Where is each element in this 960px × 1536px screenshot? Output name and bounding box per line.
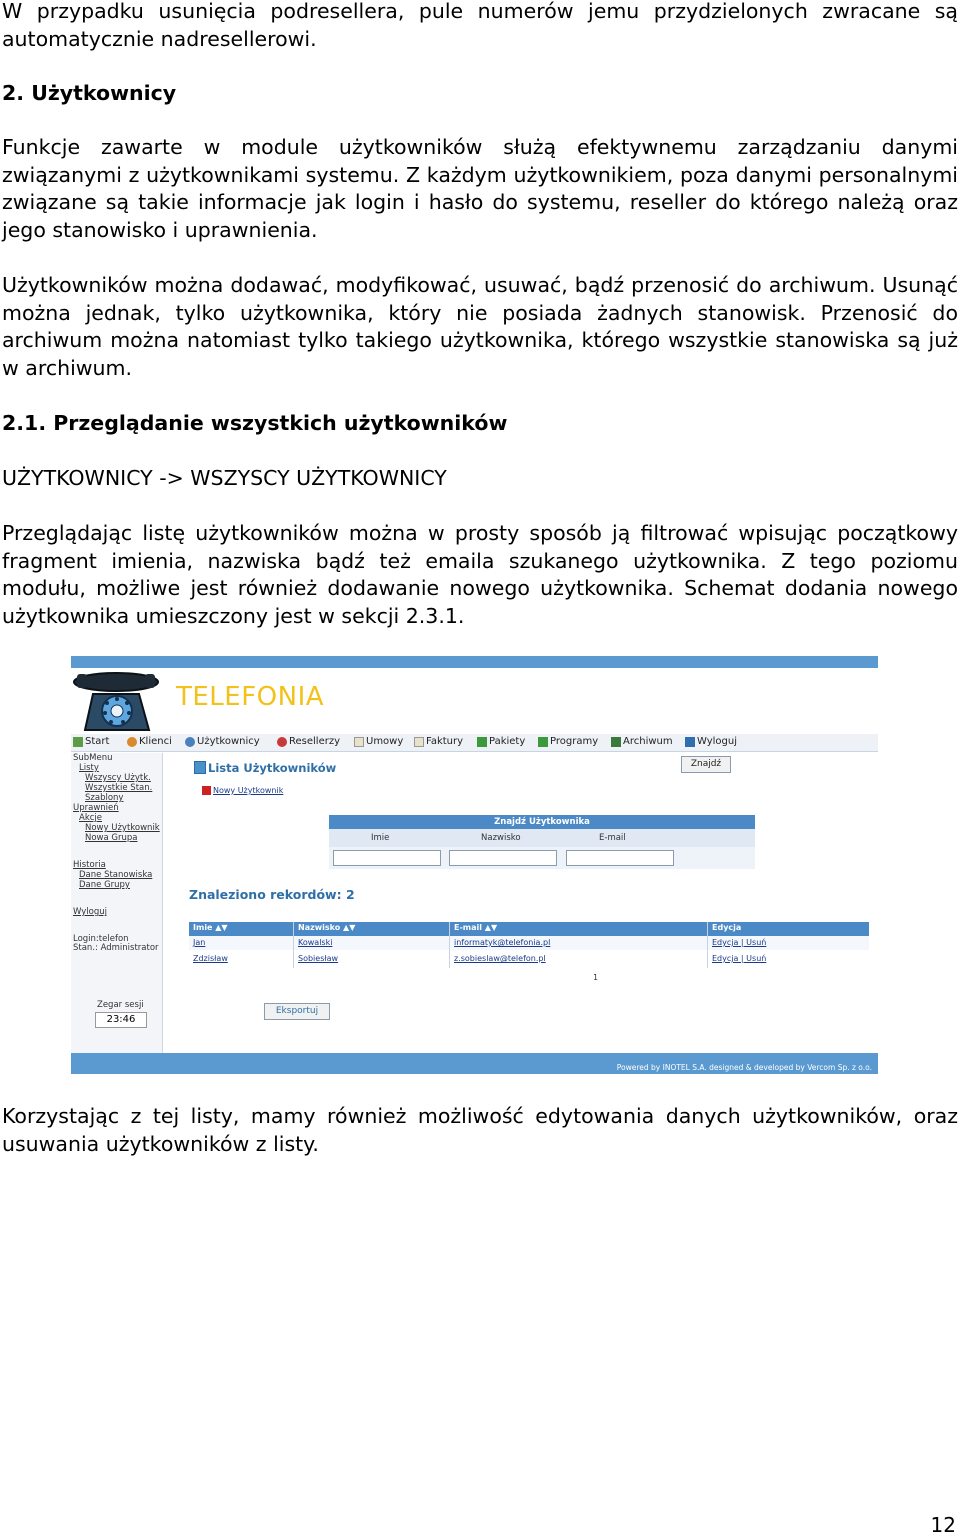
table-header [189,922,869,936]
sidebar-item-uprawnien[interactable]: Uprawnień [73,803,119,813]
app-nav-bar [71,734,878,752]
section-2-paragraph-1: Funkcje zawarte w module użytkowników służą efektywnemu zarządzaniu danymi związanymi z użytkownikami systemu. Z każdym użytkownikiem, poza danymi personalnymi związane są takie informacje jak login i hasło do systemu, reseller do którego należą oraz jego stanowisko i uprawnienia. [2,135,958,242]
list-icon [194,761,206,774]
list-title: Lista Użytkowników [208,761,337,775]
nav-programy-label: Programy [550,736,599,747]
cell-email[interactable]: z.sobieslaw@telefon.pl [454,954,546,963]
footer-credits: Powered by INOTEL S.A. designed & developed by Vercom Sp. z o.o. [616,1063,872,1072]
app-footer [71,1053,878,1074]
section-2-paragraph-2: Użytkowników można dodawać, modyfikować, usuwać, bądź przenosić do archiwum. Usunąć można jednak, tylko użytkownika, który nie posiada żadnych stanowisk. Przenosić do archiwum można natomiast tylko takiego użytkownika, którego wszystkie stanowiska są już w archiwum. [2,273,958,380]
search-imie-input[interactable] [333,850,441,866]
search-label-imie: Imie [371,833,390,843]
search-label-nazwisko: Nazwisko [481,833,521,843]
new-user-link[interactable]: Nowy Użytkownik [213,786,284,795]
nav-faktury-label: Faktury [426,736,464,747]
session-clock-value: 23:46 [95,1012,147,1028]
nav-programy[interactable] [538,736,598,747]
sidebar-item-dane-grupy[interactable]: Dane Grupy [79,880,130,890]
nav-resellerzy[interactable] [277,736,340,747]
program-icon [538,737,548,747]
new-user-icon [202,786,211,795]
sidebar-item-dane-stanowiska[interactable]: Dane Stanowiska [79,870,153,880]
users-icon [185,737,195,747]
sidebar-item-wyloguj[interactable]: Wyloguj [73,907,107,917]
records-found-label: Znaleziono rekordów: 2 [189,887,355,902]
nav-umowy-label: Umowy [366,736,404,747]
cell-imie[interactable]: Zdzisław [193,954,228,963]
nav-archiwum[interactable] [611,736,673,747]
column-header-imie-label: Imie [193,923,213,932]
search-button[interactable]: Znajdź [681,756,731,773]
table-row [189,952,869,966]
cell-edit-delete[interactable]: Edycja | Usuń [712,954,767,963]
sidebar-item-akcje[interactable]: Akcje [79,813,103,823]
column-header-imie[interactable]: Imie ▲▼ [193,923,228,932]
nav-pakiety[interactable] [477,736,525,747]
sidebar-item-historia[interactable]: Historia [73,860,106,870]
app-sidebar [71,753,163,1053]
search-nazwisko-input[interactable] [449,850,557,866]
cell-nazwisko[interactable]: Kowalski [298,938,333,947]
nav-uzytkownicy-label: Użytkownicy [197,736,260,747]
cell-edit-delete[interactable]: Edycja | Usuń [712,938,767,947]
home-icon [73,737,83,747]
table-pager[interactable]: 1 [593,973,599,982]
session-clock-label: Zegar sesji [97,1000,144,1010]
cell-nazwisko[interactable]: Sobiesław [298,954,339,963]
sidebar-item-wszystkie-stan[interactable]: Wszystkie Stan. [85,783,153,793]
nav-resellerzy-label: Resellerzy [289,736,341,747]
search-panel-labels [329,829,755,847]
export-button[interactable]: Eksportuj [264,1003,330,1020]
app-screenshot [71,656,878,1074]
column-divider [449,922,450,968]
logout-icon [685,737,695,747]
nav-faktury[interactable] [414,736,463,747]
app-main-content [164,753,878,1053]
sidebar-submenu-heading: SubMenu [73,753,113,763]
column-header-edycja: Edycja [712,923,742,932]
section-2-1-heading: 2.1. Przeglądanie wszystkich użytkowników [2,411,508,435]
intro-paragraph: W przypadku usunięcia podresellera, pule numerów jemu przydzielonych zwracane są automatycznie nadresellerowi. [2,0,958,51]
cell-imie[interactable]: Jan [193,938,206,947]
sidebar-item-listy[interactable]: Listy [79,763,99,773]
nav-wyloguj-label: Wyloguj [697,736,737,747]
column-divider [707,922,708,968]
sidebar-item-szablony[interactable]: Szablony [85,793,124,803]
nav-klienci-label: Klienci [139,736,172,747]
app-brand-title: TELEFONIA [176,682,325,712]
app-top-bar [71,656,878,668]
column-header-email-label: E-mail [454,923,483,932]
nav-uzytkownicy[interactable] [185,736,260,747]
nav-start-label: Start [85,736,110,747]
table-row [189,936,869,950]
nav-umowy[interactable] [354,736,403,747]
archive-icon [611,737,621,747]
contract-icon [354,737,364,747]
search-panel-inputs [329,847,755,869]
nav-archiwum-label: Archiwum [623,736,673,747]
section-2-heading: 2. Użytkownicy [2,81,177,105]
search-email-input[interactable] [566,850,674,866]
cell-email[interactable]: informatyk@telefonia.pl [454,938,551,947]
column-header-email[interactable]: E-mail ▲▼ [454,923,498,932]
package-icon [477,737,487,747]
nav-pakiety-label: Pakiety [489,736,526,747]
column-divider [293,922,294,968]
telephone-logo-icon [71,668,171,736]
search-panel-title: Znajdź Użytkownika [329,815,755,829]
sidebar-role-info: Stan.: Administrator [73,943,159,953]
invoice-icon [414,737,424,747]
sidebar-login-info: Login:telefon [73,934,129,944]
page-number: 12 [930,1513,956,1536]
menu-path: UŻYTKOWNICY -> WSZYSCY UŻYTKOWNICY [2,466,447,490]
reseller-icon [277,737,287,747]
nav-start[interactable] [73,736,109,747]
sidebar-item-wszyscy[interactable]: Wszyscy Użytk. [85,773,151,783]
section-2-1-paragraph: Przeglądając listę użytkowników można w prosty sposób ją filtrować wpisując początkowy fragment imienia, nazwiska bądź też emaila szukanego użytkownika. Z tego poziomu modułu, możliwe jest również dodawanie nowego użytkownika. Schemat dodania nowego użytkownika umieszczony jest w sekcji 2.3.1. [2,521,958,628]
search-label-email: E-mail [599,833,626,843]
column-header-nazwisko[interactable]: Nazwisko ▲▼ [298,923,356,932]
closing-paragraph: Korzystając z tej listy, mamy również możliwość edytowania danych użytkowników, oraz usuwania użytkowników z listy. [2,1104,958,1156]
column-header-nazwisko-label: Nazwisko [298,923,341,932]
sidebar-item-nowy-uzytkownik[interactable]: Nowy Użytkownik [85,823,160,833]
client-icon [127,737,137,747]
nav-klienci[interactable] [127,736,172,747]
sidebar-item-nowa-grupa[interactable]: Nowa Grupa [85,833,138,843]
nav-wyloguj[interactable] [685,736,737,747]
